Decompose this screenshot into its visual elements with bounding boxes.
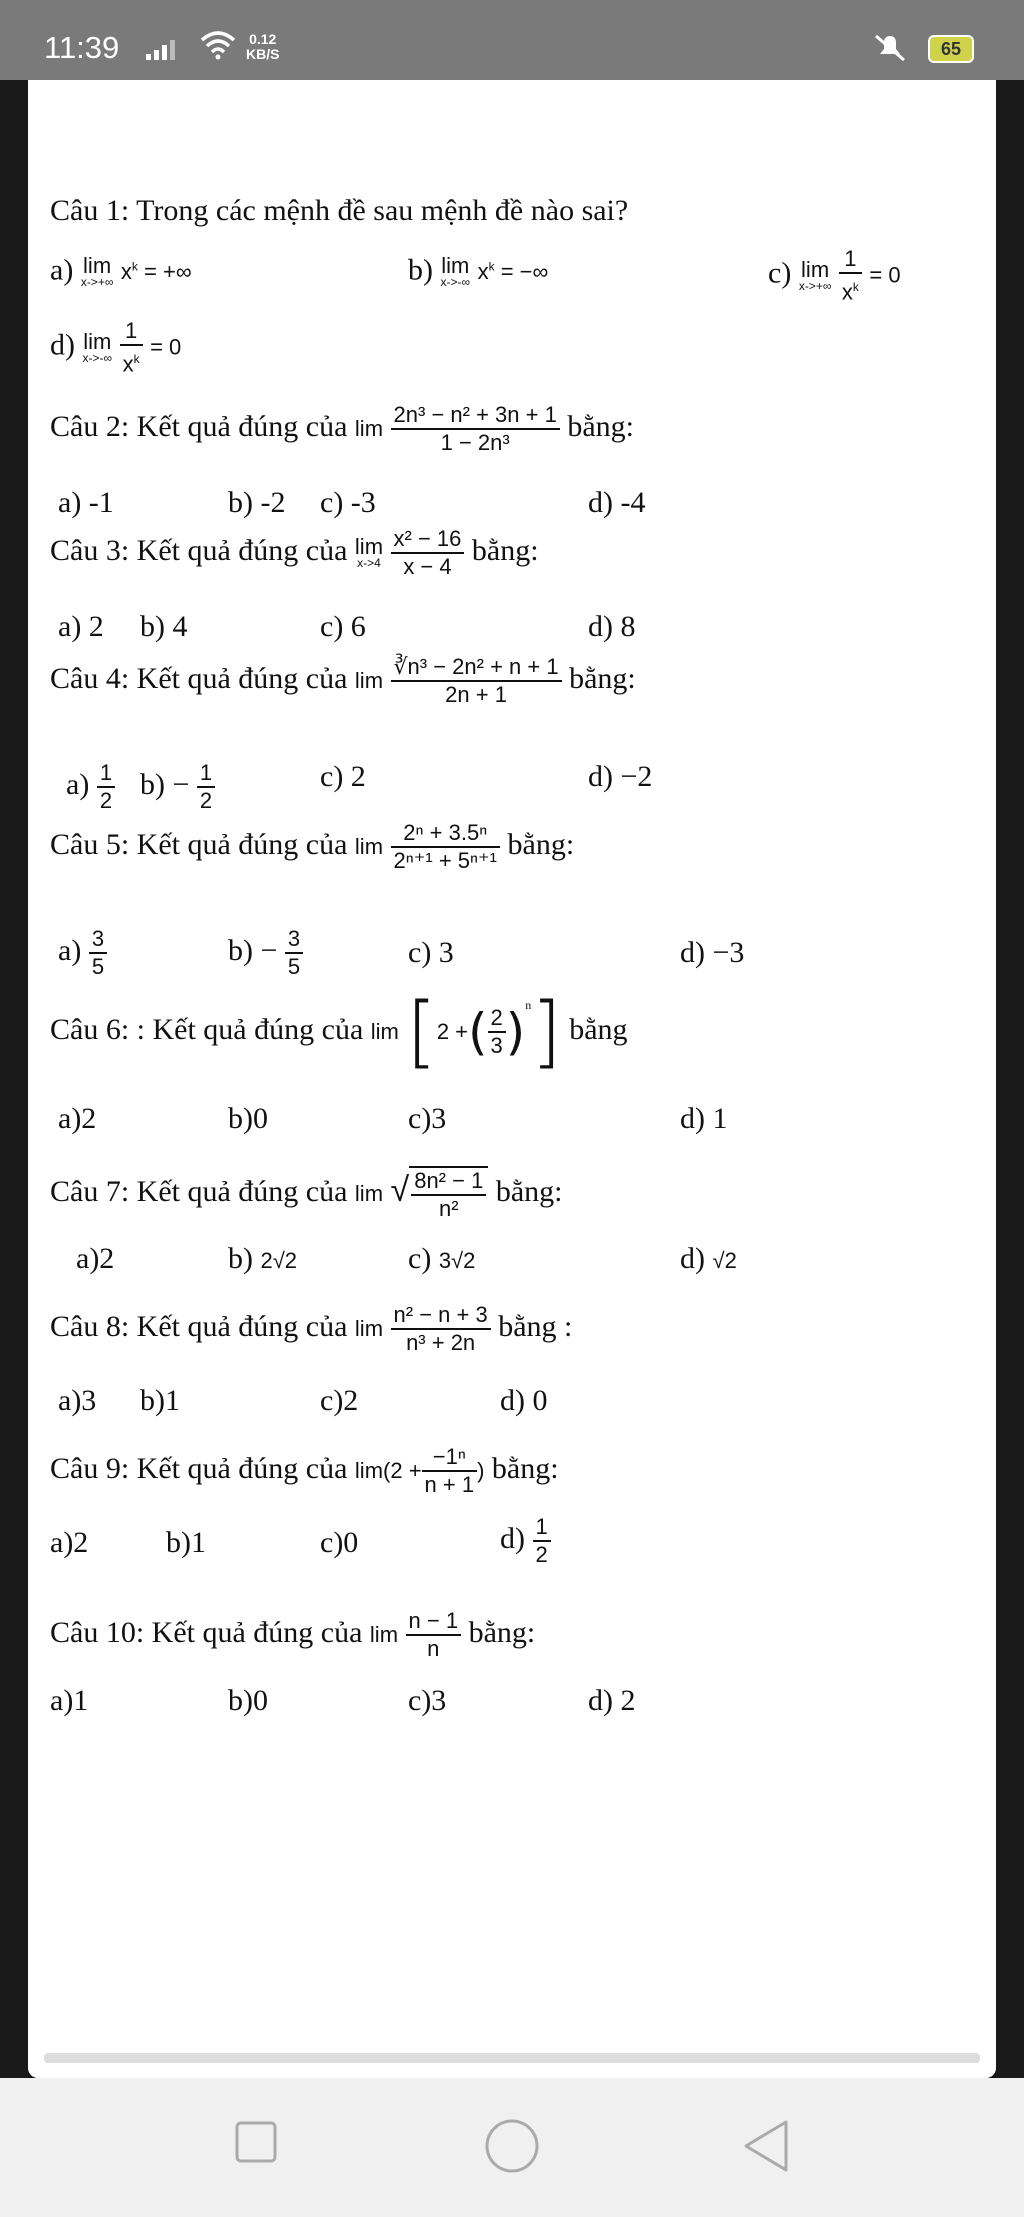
battery-indicator: 65 xyxy=(928,35,974,63)
q5-option-a[interactable] xyxy=(58,926,107,980)
q7-den: n² xyxy=(438,1196,459,1221)
q5-num: 2ⁿ + 3.5ⁿ xyxy=(391,820,500,848)
q1-c-lim: lim xyxy=(801,256,830,282)
q7-suffix: bằng: xyxy=(495,1174,563,1208)
q6-num: 2 xyxy=(488,1005,506,1033)
bell-mute-icon xyxy=(872,32,908,62)
q10-title xyxy=(50,1608,535,1662)
q1-c-num: 1 xyxy=(839,246,862,274)
q6-option-c[interactable]: c)3 xyxy=(408,1102,447,1135)
q1-a-lim: lim xyxy=(83,253,112,279)
q4-num: ∛n³ − 2n² + n + 1 xyxy=(391,654,562,682)
q6-suffix: bằng xyxy=(569,1013,628,1046)
q2-title xyxy=(50,402,634,456)
q1-d-sub: x->-∞ xyxy=(82,350,113,365)
q10-den: n xyxy=(427,1636,440,1661)
q2-lim: lim xyxy=(354,415,384,441)
q1-b-label: b) xyxy=(408,253,433,287)
q8-num: n² − n + 3 xyxy=(391,1302,491,1330)
q1-d-label: d) xyxy=(50,328,75,362)
q1-c-label: c) xyxy=(768,256,792,290)
q2-prefix: Câu 2: Kết quả đúng của xyxy=(50,409,348,443)
q1-a-expr: = +∞ xyxy=(144,259,192,285)
q1-c-sub: x->+∞ xyxy=(798,278,832,293)
q7-lim: lim xyxy=(354,1180,384,1206)
q7-d-label: d) xyxy=(680,1242,705,1275)
q5-suffix: bằng: xyxy=(507,827,575,861)
q1-b-lim: lim xyxy=(441,253,470,279)
q7-prefix: Câu 7: Kết quả đúng của xyxy=(50,1174,348,1208)
q10-lim: lim xyxy=(369,1621,399,1647)
q4-option-d[interactable]: d) −2 xyxy=(588,760,653,793)
q5-option-b[interactable] xyxy=(228,926,303,980)
q4-a-label: a) xyxy=(66,767,90,801)
q1-d-expr: = 0 xyxy=(150,334,182,360)
q10-option-a[interactable]: a)1 xyxy=(50,1684,89,1717)
q6-prefix: Câu 6: : Kết quả đúng của xyxy=(50,1013,364,1046)
status-time: 11:39 xyxy=(44,30,120,65)
q2-den: 1 − 2n³ xyxy=(440,430,510,455)
wifi-icon xyxy=(200,30,236,60)
q1-b-x: x xyxy=(477,259,489,285)
q3-option-c[interactable]: c) 6 xyxy=(320,610,366,643)
q9-d-num: 1 xyxy=(533,1514,551,1542)
left-backdrop xyxy=(0,80,28,2078)
q8-option-b[interactable]: b)1 xyxy=(140,1384,180,1417)
q9-option-b[interactable]: b)1 xyxy=(166,1526,206,1559)
q7-d-val: √2 xyxy=(712,1248,737,1273)
q1-a-sub: x->+∞ xyxy=(80,275,114,290)
q2-suffix: bằng: xyxy=(567,409,634,443)
right-backdrop xyxy=(996,80,1024,2078)
q8-option-c[interactable]: c)2 xyxy=(320,1384,359,1417)
q4-option-a[interactable] xyxy=(66,760,115,814)
q1-option-b[interactable] xyxy=(408,250,548,289)
q9-option-c[interactable]: c)0 xyxy=(320,1526,359,1559)
q1-c-expr: = 0 xyxy=(869,262,901,288)
q4-b-den: 2 xyxy=(199,788,213,813)
q8-option-d[interactable]: d) 0 xyxy=(500,1384,548,1417)
q9-suffix: bằng: xyxy=(491,1451,559,1485)
q7-option-c[interactable] xyxy=(408,1242,475,1278)
q8-option-a[interactable]: a)3 xyxy=(58,1384,97,1417)
q1-option-d[interactable] xyxy=(50,318,181,377)
q5-b-label: b) − xyxy=(228,933,278,967)
q1-d-x: x xyxy=(122,351,134,377)
document-page[interactable] xyxy=(28,80,996,2078)
q1-option-c[interactable] xyxy=(768,246,901,305)
q5-den: 2ⁿ⁺¹ + 5ⁿ⁺¹ xyxy=(393,848,497,873)
q7-b-label: b) xyxy=(228,1242,253,1275)
q5-a-den: 5 xyxy=(91,954,105,979)
q5-b-num: 3 xyxy=(285,926,303,954)
triangle-back-icon[interactable] xyxy=(742,2118,790,2174)
q7-c-label: c) xyxy=(408,1242,432,1275)
q9-num: −1ⁿ xyxy=(422,1444,478,1472)
q3-suffix: bằng: xyxy=(471,533,539,567)
q1-b-k: k xyxy=(488,260,495,274)
q2-num: 2n³ − n² + 3n + 1 xyxy=(391,402,560,430)
q7-b-val: 2√2 xyxy=(260,1248,298,1273)
circle-icon[interactable] xyxy=(484,2118,540,2174)
q5-b-den: 5 xyxy=(287,954,301,979)
status-bar xyxy=(0,0,1024,80)
q4-a-num: 1 xyxy=(97,760,115,788)
q3-title xyxy=(50,526,539,580)
q4-den: 2n + 1 xyxy=(445,682,507,707)
q9-prefix: Câu 9: Kết quả đúng của xyxy=(50,1451,348,1485)
q2-option-b[interactable]: b) -2 xyxy=(228,486,286,519)
q10-num: n − 1 xyxy=(406,1608,462,1636)
q1-a-x: x xyxy=(120,259,132,285)
q7-option-b[interactable] xyxy=(228,1242,297,1278)
q6-two: 2 + xyxy=(436,1019,469,1044)
q9-den: n + 1 xyxy=(424,1472,475,1497)
square-icon[interactable] xyxy=(234,2120,278,2164)
q3-num: x² − 16 xyxy=(391,526,465,554)
q1-c-x: x xyxy=(841,279,853,305)
net-speed-unit: KB/S xyxy=(246,46,280,62)
q4-lim: lim xyxy=(354,667,384,693)
q10-option-d[interactable]: d) 2 xyxy=(588,1684,636,1717)
q3-sub: x->4 xyxy=(357,556,381,570)
signal-icon xyxy=(146,38,186,60)
q1-option-a[interactable] xyxy=(50,250,192,289)
q1-a-label: a) xyxy=(50,253,74,287)
q6-lim: lim xyxy=(370,1019,399,1044)
q3-den: x − 4 xyxy=(403,554,452,579)
q6-option-b[interactable]: b)0 xyxy=(228,1102,268,1135)
q8-lim: lim xyxy=(354,1315,384,1341)
q6-option-d[interactable]: d) 1 xyxy=(680,1102,728,1135)
q9-title xyxy=(50,1444,559,1498)
q3-lim: lim xyxy=(354,534,384,559)
q2-option-a[interactable]: a) -1 xyxy=(58,486,114,519)
q5-title xyxy=(50,820,574,874)
net-speed xyxy=(246,32,279,62)
net-speed-value: 0.12 xyxy=(249,31,277,47)
q5-prefix: Câu 5: Kết quả đúng của xyxy=(50,827,348,861)
q10-prefix: Câu 10: Kết quả đúng của xyxy=(50,1615,363,1649)
q3-option-b[interactable]: b) 4 xyxy=(140,610,188,643)
q7-title: Câu 7: Kết quả đúng của lim √ $\frac{\text{8n² − 1}}{\text{n²}}$ bằng: xyxy=(50,1168,563,1221)
q1-d-lim: lim xyxy=(83,328,112,354)
q4-b-label: b) − xyxy=(140,767,190,801)
q4-option-b[interactable] xyxy=(140,760,215,814)
q9-lim: lim(2 + xyxy=(354,1457,422,1483)
q4-suffix: bằng: xyxy=(569,661,636,695)
q4-prefix: Câu 4: Kết quả đúng của xyxy=(50,661,348,695)
q3-prefix: Câu 3: Kết quả đúng của xyxy=(50,533,348,567)
q7-num: 8n² − 1 xyxy=(411,1168,486,1196)
q5-a-num: 3 xyxy=(89,926,107,954)
q9-d-label: d) xyxy=(500,1521,525,1555)
q7-option-d[interactable] xyxy=(680,1242,737,1278)
q1-a-k: k xyxy=(131,260,138,274)
q10-option-b[interactable]: b)0 xyxy=(228,1684,268,1717)
q9-option-d[interactable] xyxy=(500,1514,551,1568)
q10-suffix: bằng: xyxy=(468,1615,536,1649)
q8-suffix: bằng : xyxy=(498,1309,573,1343)
q1-d-k: k xyxy=(133,352,140,366)
q6-title: Câu 6: : Kết quả đúng của lim [2 +( $\frac{2}{3}$ )$^n$] bằng xyxy=(50,987,628,1078)
q10-option-c[interactable]: c)3 xyxy=(408,1684,447,1717)
q6-den: 3 xyxy=(490,1033,503,1059)
q8-den: n³ + 2n xyxy=(406,1330,476,1355)
q5-option-c[interactable]: c) 3 xyxy=(408,936,454,969)
q2-option-c[interactable]: c) -3 xyxy=(320,486,376,519)
q6-option-a[interactable]: a)2 xyxy=(58,1102,97,1135)
q1-d-num: 1 xyxy=(120,318,143,346)
horizontal-scrollbar[interactable] xyxy=(44,2053,980,2063)
q9-close: ) xyxy=(477,1457,485,1483)
q3-option-a[interactable]: a) 2 xyxy=(58,610,104,643)
q5-lim: lim xyxy=(354,833,384,859)
q3-option-d[interactable]: d) 8 xyxy=(588,610,636,643)
q9-option-a[interactable]: a)2 xyxy=(50,1526,89,1559)
q9-d-den: 2 xyxy=(535,1542,548,1567)
q5-a-label: a) xyxy=(58,933,82,967)
q8-prefix: Câu 8: Kết quả đúng của xyxy=(50,1309,348,1343)
q1-c-k: k xyxy=(852,280,859,294)
q1-title: Câu 1: Trong các mệnh đề sau mệnh đề nào sai? xyxy=(50,194,629,227)
q1-b-sub: x->-∞ xyxy=(440,275,471,290)
q7-option-a[interactable]: a)2 xyxy=(76,1242,115,1275)
navigation-bar xyxy=(0,2078,1024,2217)
q8-title xyxy=(50,1302,572,1356)
q4-b-num: 1 xyxy=(197,760,215,788)
q6-exp: n xyxy=(525,998,532,1012)
q4-a-den: 2 xyxy=(99,788,113,813)
q2-option-d[interactable]: d) -4 xyxy=(588,486,646,519)
q4-title xyxy=(50,654,636,708)
q5-option-d[interactable]: d) −3 xyxy=(680,936,745,969)
q4-option-c[interactable]: c) 2 xyxy=(320,760,366,793)
q7-c-val: 3√2 xyxy=(438,1248,476,1273)
q1-b-expr: = −∞ xyxy=(500,259,549,285)
